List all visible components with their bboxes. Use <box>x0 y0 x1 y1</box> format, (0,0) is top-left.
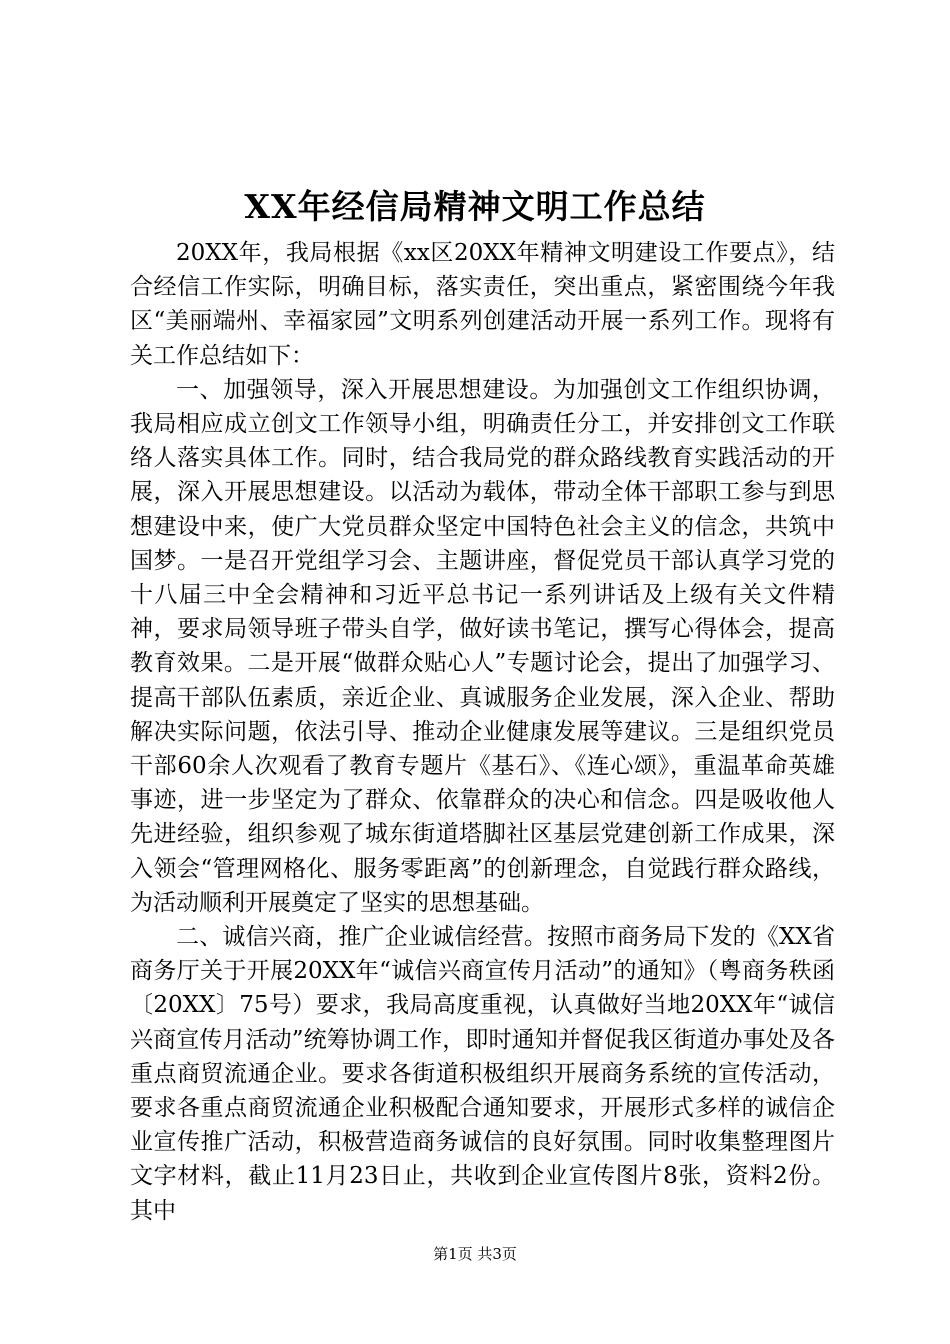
paragraph-section-1: 一、加强领导，深入开展思想建设。为加强创文工作组织协调，我局相应成立创文工作领导小组，明确责任分工，并安排创文工作联络人落实具体工作。同时，结合我局党的群众路线教育实践活动的开展，深入开展思想建设。以活动为载体，带动全体干部职工参与到思想建设中来，使广大党员群众坚定中国特色社会主义的信念，共筑中国梦。一是召开党组学习会、主题讲座，督促党员干部认真学习党的十八届三中全会精神和习近平总书记一系列讲话及上级有关文件精神，要求局领导班子带头自学，做好读书笔记，撰写心得体会，提高教育效果。二是开展“做群众贴心人”专题讨论会，提出了加强学习、提高干部队伍素质，亲近企业、真诚服务企业发展，深入企业、帮助解决实际问题，依法引导、推动企业健康发展等建议。三是组织党员干部60余人次观看了教育专题片《基石》、《连心颂》，重温革命英雄事迹，进一步坚定为了群众、依靠群众的决心和信念。四是吸收他人先进经验，组织参观了城东街道塔脚社区基层党建创新工作成果，深入领会“管理网格化、服务零距离”的创新理念，自觉践行群众路线，为活动顺利开展奠定了坚实的思想基础。 <box>130 376 835 916</box>
paragraph-intro: 20XX年，我局根据《xx区20XX年精神文明建设工作要点》，结合经信工作实际，明确目标，落实责任，突出重点，紧密围绕今年我区“美丽端州、幸福家园”文明系列创建活动开展一系列工作。现将有关工作总结如下： <box>130 240 835 369</box>
document-title: XX年经信局精神文明工作总结 <box>244 187 706 226</box>
document-body <box>130 236 835 1228</box>
page-number-footer: 第1页 共3页 <box>433 1245 517 1263</box>
paragraph-section-2: 二、诚信兴商，推广企业诚信经营。按照市商务局下发的《XX省商务厅关于开展20XX年“诚信兴商宣传月活动”的通知》（粤商务秩函〔20XX〕75号）要求，我局高度重视，认真做好当地20XX年“诚信兴商宣传月活动”统筹协调工作，即时通知并督促我区街道办事处及各重点商贸流通企业。要求各街道积极组织开展商务系统的宣传活动，要求各重点商贸流通企业积极配合通知要求，开展形式多样的诚信企业宣传推广活动，积极营造商务诚信的良好氛围。同时收集整理图片文字材料，截止11月23日止，共收到企业宣传图片8张，资料2份。其中 <box>130 924 835 1224</box>
